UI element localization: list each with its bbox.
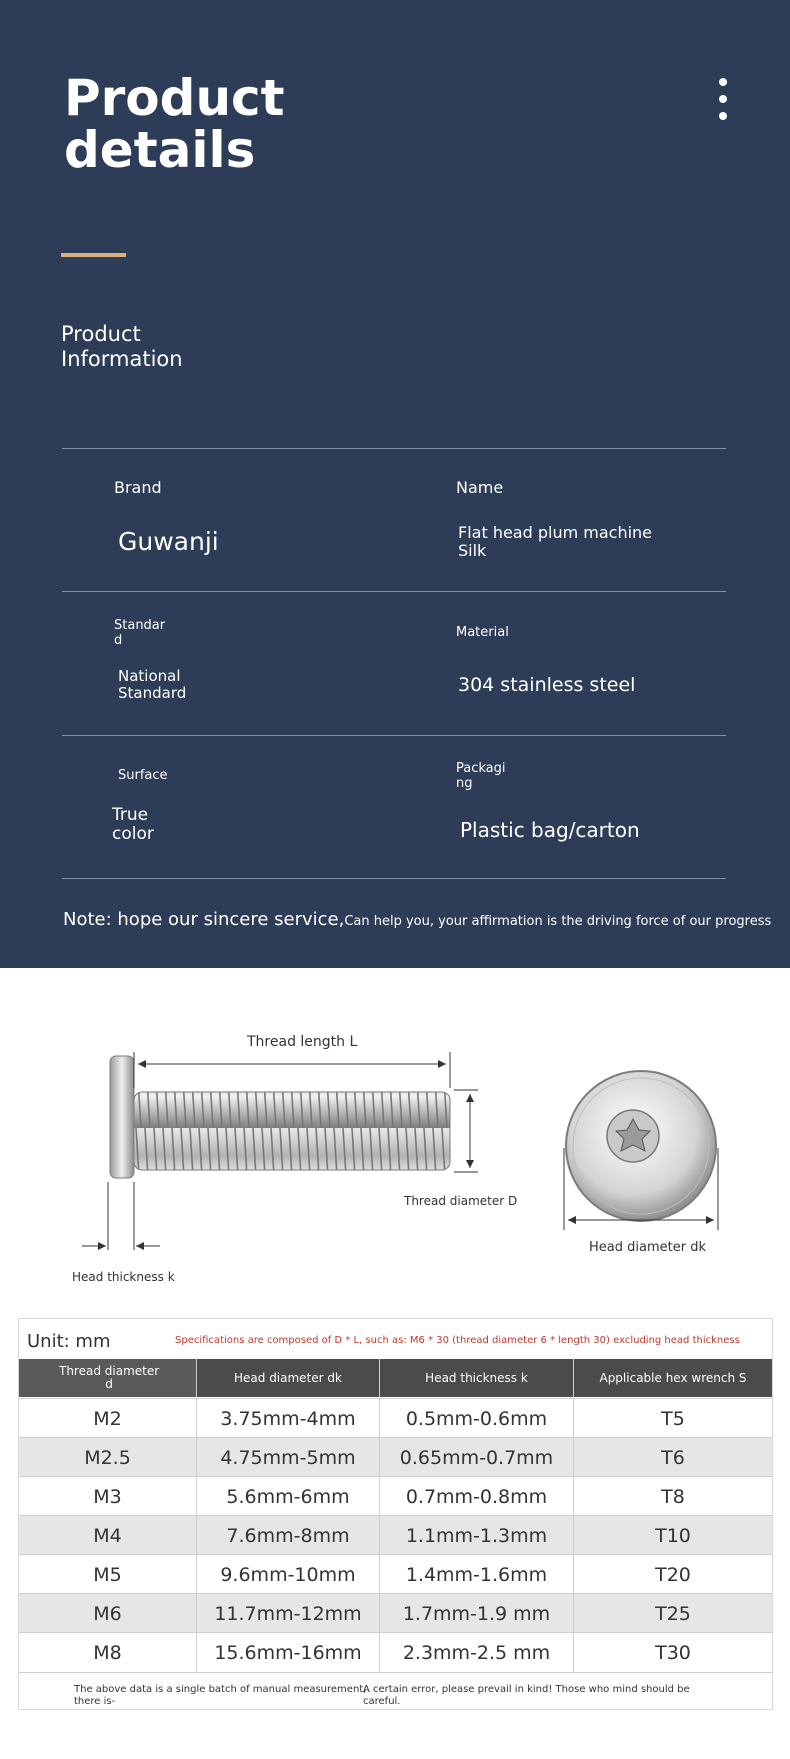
surface-value (112, 806, 154, 844)
cell-head-diameter: 11.7mm-12mm (214, 1602, 362, 1625)
cell-thread-diameter: M6 (93, 1602, 122, 1625)
table-row (19, 1593, 772, 1633)
cell-head-thickness: 1.7mm-1.9 mm (402, 1602, 551, 1625)
packaging-value: Plastic bag/carton (460, 818, 640, 842)
brand-value: Guwanji (118, 527, 219, 556)
table-row (19, 1632, 772, 1673)
packaging-label (456, 761, 506, 791)
surface-value-line-2: color (112, 824, 154, 844)
standard-value-line-2: Standard (118, 684, 187, 702)
title-line-2: details (64, 121, 256, 179)
cell-thread-diameter: M3 (93, 1485, 122, 1508)
material-value: 304 stainless steel (458, 674, 636, 696)
surface-label: Surface (118, 768, 168, 783)
header-thread-diameter-line-2: d (105, 1377, 113, 1391)
cell-head-thickness: 1.1mm-1.3mm (405, 1524, 548, 1547)
head-thickness-caption: Head thickness k (72, 1270, 175, 1284)
cell-hex-wrench: T6 (661, 1446, 685, 1469)
name-value-line-2: Silk (458, 541, 487, 560)
spec-table (18, 1318, 773, 1710)
cell-thread-diameter: M4 (93, 1524, 122, 1547)
column-divider (573, 1359, 574, 1672)
divider-4 (62, 878, 726, 879)
note-rest: Can help you, your affirmation is the driving force of our progress (344, 914, 772, 929)
table-row (19, 1554, 772, 1594)
table-row (19, 1515, 772, 1555)
header-thread-diameter (19, 1359, 196, 1397)
cell-hex-wrench: T10 (655, 1524, 691, 1547)
name-label: Name (456, 478, 504, 497)
divider-2 (62, 591, 726, 592)
header-hex-wrench: Applicable hex wrench S (599, 1371, 747, 1385)
column-divider (379, 1359, 380, 1672)
thread-diameter-caption: Thread diameter D (404, 1194, 518, 1208)
column-divider (196, 1359, 197, 1672)
cell-thread-diameter: M8 (93, 1641, 122, 1664)
screw-illustration (0, 968, 790, 1278)
section-title-line-2: Information (61, 347, 183, 371)
cell-head-thickness: 2.3mm-2.5 mm (402, 1641, 551, 1664)
section-title (61, 322, 261, 372)
cell-head-diameter: 15.6mm-16mm (214, 1641, 362, 1664)
screw-diagram (0, 968, 790, 1284)
cell-hex-wrench: T8 (661, 1485, 685, 1508)
standard-value (118, 668, 186, 702)
cell-head-thickness: 0.7mm-0.8mm (405, 1485, 548, 1508)
footer-right-note (363, 1684, 690, 1708)
header-head-diameter: Head diameter dk (234, 1371, 342, 1385)
material-label: Material (456, 625, 509, 640)
footer-right-line-2: careful. (363, 1696, 401, 1707)
cell-hex-wrench: T5 (661, 1407, 685, 1430)
more-menu-icon[interactable] (716, 78, 730, 126)
cell-head-diameter: 5.6mm-6mm (226, 1485, 350, 1508)
cell-thread-diameter: M2.5 (84, 1446, 131, 1469)
table-row (19, 1398, 772, 1438)
spec-note: Specifications are composed of D * L, such as: M6 * 30 (thread diameter 6 * length 30) excluding head thickness (175, 1335, 740, 1346)
packaging-label-line-1: Packagi (456, 761, 506, 776)
packaging-label-line-2: ng (456, 776, 473, 791)
thread-length-caption: Thread length L (247, 1034, 358, 1050)
cell-head-diameter: 7.6mm-8mm (226, 1524, 350, 1547)
unit-label: Unit: mm (27, 1331, 111, 1352)
brand-label: Brand (114, 478, 162, 497)
table-footer (19, 1680, 772, 1709)
surface-value-line-1: True (112, 805, 149, 825)
head-diameter-caption: Head diameter dk (589, 1240, 706, 1255)
table-header (19, 1359, 772, 1397)
cell-head-thickness: 0.65mm-0.7mm (399, 1446, 554, 1469)
table-row (19, 1476, 772, 1516)
standard-label-line-1: Standar (114, 618, 166, 633)
cell-head-diameter: 4.75mm-5mm (220, 1446, 356, 1469)
cell-head-diameter: 9.6mm-10mm (220, 1563, 356, 1586)
title-line-1: Product (64, 69, 285, 127)
header-thread-diameter-line-1: Thread diameter (59, 1364, 160, 1378)
divider-1 (62, 448, 726, 449)
standard-label-line-2: d (114, 633, 123, 648)
cell-head-thickness: 1.4mm-1.6mm (405, 1563, 548, 1586)
standard-value-line-1: National (118, 667, 181, 685)
divider-3 (62, 735, 726, 736)
service-note (63, 909, 772, 930)
footer-left-line-2: there is- (74, 1696, 116, 1707)
name-value-line-1: Flat head plum machine (458, 523, 653, 542)
header-head-thickness: Head thickness k (425, 1371, 528, 1385)
section-title-line-1: Product (61, 322, 141, 346)
note-lead: Note: hope our sincere service, (63, 909, 345, 930)
table-row (19, 1437, 772, 1477)
cell-hex-wrench: T30 (655, 1641, 691, 1664)
standard-label (114, 618, 165, 648)
cell-head-thickness: 0.5mm-0.6mm (405, 1407, 548, 1430)
cell-thread-diameter: M5 (93, 1563, 122, 1586)
footer-left-note (74, 1684, 366, 1708)
cell-thread-diameter: M2 (93, 1407, 122, 1430)
footer-right-line-1: A certain error, please prevail in kind! Those who mind should be (363, 1684, 690, 1695)
cell-hex-wrench: T25 (655, 1602, 691, 1625)
page-title (64, 69, 424, 179)
name-value (458, 524, 652, 560)
footer-left-line-1: The above data is a single batch of manual measurement, (74, 1684, 367, 1695)
cell-head-diameter: 3.75mm-4mm (220, 1407, 356, 1430)
cell-hex-wrench: T20 (655, 1563, 691, 1586)
accent-divider (61, 253, 126, 257)
